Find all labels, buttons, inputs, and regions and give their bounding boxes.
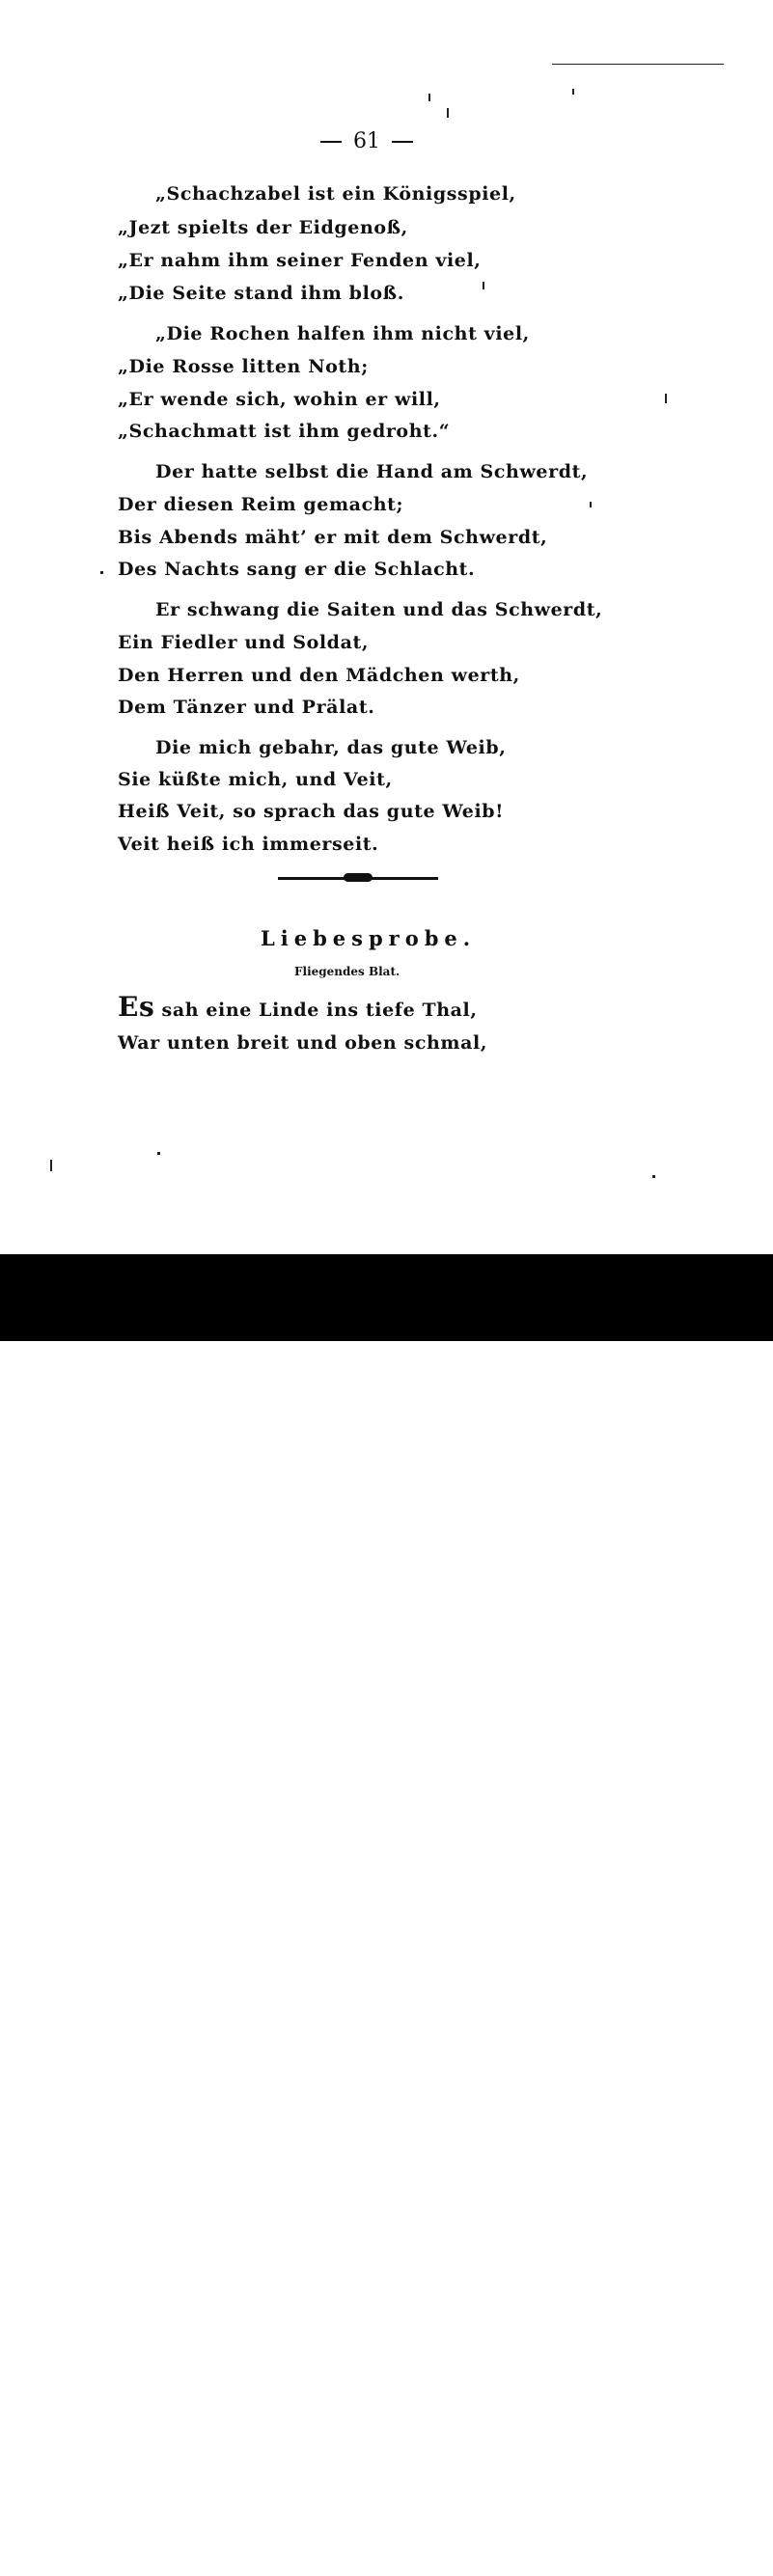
watermark-banner: [0, 1254, 773, 2576]
stanza-1-line-2: „Jezt spielts der Eidgenoß,: [118, 217, 408, 238]
dropcap: Es: [118, 991, 155, 1023]
dash-right: [392, 141, 413, 143]
stanza-1-line-4: „Die Seite stand ihm bloß.: [118, 283, 404, 304]
stanza-4-line-3: Den Herren und den Mädchen werth,: [118, 665, 520, 686]
scan-speck: [665, 394, 667, 403]
scan-speck: [572, 89, 574, 95]
stanza-3-line-2: Der diesen Reim gemacht;: [118, 494, 404, 515]
poem2-line-2: War unten breit und oben schmal,: [118, 1032, 488, 1054]
scanned-page: [0, 0, 773, 1254]
stanza-4-line-4: Dem Tänzer und Prälat.: [118, 697, 375, 718]
scan-speck: [428, 94, 430, 101]
stanza-3-line-4: Des Nachts sang er die Schlacht.: [118, 559, 476, 580]
stanza-1-line-1: „Schachzabel ist ein Königsspiel,: [155, 183, 516, 205]
stanza-2-line-1: „Die Rochen halfen ihm nicht viel,: [155, 323, 530, 344]
stanza-3-line-3: Bis Abends mäht’ er mit dem Schwerdt,: [118, 527, 548, 548]
poem-subtitle: Fliegendes Blat.: [294, 965, 400, 978]
scan-speck: [447, 108, 449, 118]
scan-speck: [157, 1152, 160, 1155]
scan-speck: [652, 1175, 655, 1178]
stanza-4-line-1: Er schwang die Saiten und das Schwerdt,: [155, 599, 603, 620]
stanza-5-line-1: Die mich gebahr, das gute Weib,: [155, 737, 507, 758]
scan-speck: [50, 1160, 52, 1171]
stanza-3-line-1: Der hatte selbst die Hand am Schwerdt,: [155, 461, 589, 482]
stanza-5-line-2: Sie küßte mich, und Veit,: [118, 769, 393, 790]
stanza-1-line-3: „Er nahm ihm seiner Fenden viel,: [118, 250, 482, 271]
page-number-value: 61: [353, 129, 380, 153]
stanza-2-line-2: „Die Rosse litten Noth;: [118, 356, 369, 377]
poem2-line-1: [118, 991, 478, 1023]
poem2-line-1-text: sah eine Linde ins tiefe Thal,: [154, 1000, 478, 1021]
scan-speck: [590, 502, 592, 507]
stanza-2-line-4: „Schachmatt ist ihm gedroht.“: [118, 421, 451, 442]
stanza-2-line-3: „Er wende sich, wohin er will,: [118, 389, 441, 410]
ornamental-rule-center: [344, 873, 373, 882]
dash-left: [320, 141, 342, 143]
scan-speck: [483, 282, 484, 289]
poem-title: Liebesprobe.: [261, 926, 477, 950]
scan-edge-line: [552, 64, 724, 65]
alamy-logo: alamy: [46, 2524, 173, 2568]
site-url: www.alamy.com: [562, 2555, 729, 2576]
stanza-5-line-3: Heiß Veit, so sprach das gute Weib!: [118, 801, 505, 822]
page-number: [290, 129, 444, 153]
stanza-4-line-2: Ein Fiedler und Soldat,: [118, 632, 370, 653]
image-id: JE943W: [642, 2524, 729, 2547]
stanza-5-line-4: Veit heiß ich immerseit.: [118, 834, 379, 855]
scan-speck: [100, 571, 103, 574]
